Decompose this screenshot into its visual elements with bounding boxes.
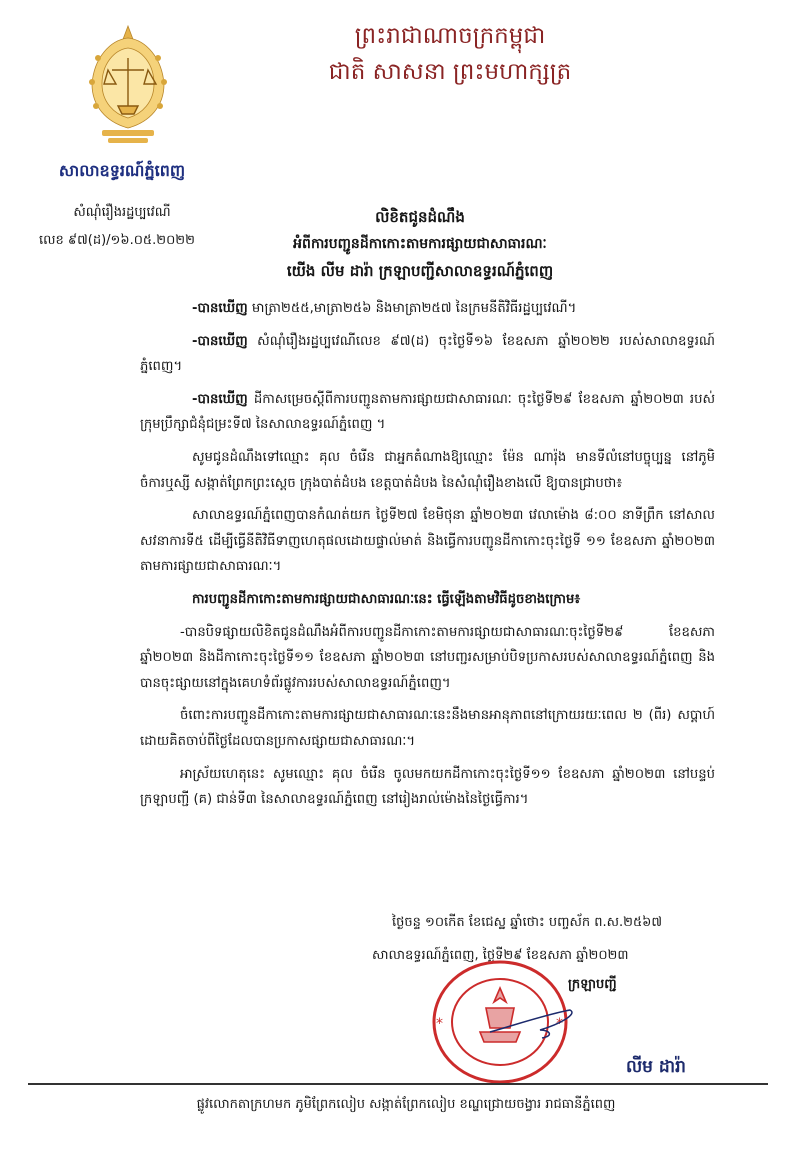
signer-name: លីម ដារ៉ា [626, 1057, 686, 1077]
svg-text:*: * [556, 1016, 563, 1032]
document-subtitle: អំពីការបញ្ជូនដីកាកោះតាមការផ្សាយជាសាធារណៈ [293, 236, 547, 252]
signer-role: ក្រឡាបញ្ជី [568, 977, 617, 992]
document-body [140, 296, 715, 820]
footer-address: ផ្លូវលោកតាក្រហមក ភូមិព្រែកលៀប សង្កាត់ព្រែកលៀប ខណ្ឌជ្រោយចង្វារ រាជធានីភ្នំពេញ [196, 1097, 616, 1112]
issuer-line: យើង លីម ដារ៉ា ក្រឡាបញ្ជីសាលាឧទ្ធរណ៍ភ្នំពេញ [286, 262, 554, 280]
paragraph-text: សំណុំរឿងរដ្ឋប្បវេណីលេខ ៩៧(ដ) ចុះថ្ងៃទី១៦ ខែឧសភា ឆ្នាំ២០២២ របស់សាលាឧទ្ធរណ៍ភ្នំពេញ។ [140, 333, 715, 375]
paragraph-notice: សូមជូនដំណឹងទៅឈ្មោះ គុល ចំរើន ជាអ្នកតំណាងឱ្យឈ្មោះ ម៉ែន ណារ៉ុង មានទីលំនៅបច្ចុប្បន្ន នៅភូមិចំការឬស្សី សង្កាត់ព្រែកព្រះស្តេច ក្រុងបាត់ដំបង ខេត្តបាត់ដំបង នៃសំណុំរឿងខាងលើ ឱ្យបានជ្រាបថា៖ [140, 449, 715, 491]
lunar-date: ថ្ងៃចន្ទ ១០កើត ខែជេស្ឋ ឆ្នាំថោះ បញ្ចស័ក ព.ស.២៥៦៧ [392, 915, 663, 930]
document-title: លិខិតជូនដំណឹង [375, 208, 465, 226]
paragraph-hearing: សាលាឧទ្ធរណ៍ភ្នំពេញបានកំណត់យក ថ្ងៃទី២៧ ខែមិថុនា ឆ្នាំ២០២៣ វេលាម៉ោង ៨:០០ នាទីព្រឹក នៅសាលសវនាការទី៥ ដើម្បីធ្វើនីតិវិធីទាញហេតុផលដោយផ្ទាល់មាត់ និងធ្វើការបញ្ជូនដីកាកោះចុះថ្ងៃទី ១១ ខែឧសភា ឆ្នាំ២០២៣ តាមការផ្សាយជាសាធារណៈ។ [140, 508, 715, 575]
kingdom-motto: ជាតិ សាសនា ព្រះមហាក្សត្រ [328, 59, 572, 85]
solar-date: សាលាឧទ្ធរណ៍ភ្នំពេញ, ថ្ងៃទី២៩ ខែឧសភា ឆ្នាំ២០២៣ [372, 948, 629, 963]
court-emblem-icon [84, 18, 172, 148]
svg-text:*: * [436, 1016, 443, 1032]
paragraph-summons: អាស្រ័យហេតុនេះ សូមឈ្មោះ គុល ចំរើន ចូលមកយកដីកាកោះចុះថ្ងៃទី១១ ខែឧសភា ឆ្នាំ២០២៣ នៅបន្ទប់ក្រឡាបញ្ជី (គ) ជាន់ទី៣ នៃសាលាឧទ្ធរណ៍ភ្នំពេញ នៅរៀងរាល់ម៉ោងនៃថ្ងៃធ្វើការ។ [140, 766, 715, 808]
seen-label: -បានឃើញ [192, 391, 248, 407]
paragraph-seen-3 [140, 387, 715, 438]
footer-divider [28, 1083, 768, 1085]
seen-label: -បានឃើញ [192, 333, 248, 349]
kingdom-name: ព្រះរាជាណាចក្រកម្ពុជា [354, 23, 546, 49]
court-name: សាលាឧទ្ធរណ៍ភ្នំពេញ [58, 161, 186, 180]
case-file-number: លេខ ៩៧(ដ)/១៦.០៥.២០២២ [39, 233, 195, 248]
paragraph-method-heading: ការបញ្ជូនដីកាកោះតាមការផ្សាយជាសាធារណៈនេះ ធ្វើឡើងតាមវិធីដូចខាងក្រោម៖ [192, 591, 581, 607]
paragraph-posting: -បានបិទផ្សាយលិខិតជូនដំណឹងអំពីការបញ្ជូនដីកាកោះតាមការផ្សាយជាសាធារណៈចុះថ្ងៃទី២៩ ខែឧសភា ឆ្នាំ២០២៣ និងដីកាកោះចុះថ្ងៃទី១១ ខែឧសភា ឆ្នាំ២០២៣ នៅបញ្ជរសម្រាប់បិទប្រកាសរបស់សាលាឧទ្ធរណ៍ភ្នំពេញ និងបានចុះផ្សាយនៅក្នុងគេហទំព័រផ្លូវការរបស់សាលាឧទ្ធរណ៍ភ្នំពេញ។ [140, 624, 715, 691]
paragraph-seen-2 [140, 329, 715, 380]
paragraph-seen-1 [140, 296, 715, 322]
kingdom-header [300, 18, 600, 90]
seen-label: -បានឃើញ [192, 301, 248, 316]
paragraph-effect: ចំពោះការបញ្ជូនដីកាកោះតាមការផ្សាយជាសាធារណៈនេះនឹងមានអានុភាពនៅក្រោយរយៈពេល ២ (ពីរ) សប្តាហ៍ ដោយគិតចាប់ពីថ្ងៃដែលបានប្រកាសផ្សាយជាសាធារណៈ។ [140, 708, 715, 749]
paragraph-text: ដីកាសម្រេចស្តីពីការបញ្ជូនតាមការផ្សាយជាសាធារណៈ ចុះថ្ងៃទី២៩ ខែឧសភា ឆ្នាំ២០២៣ របស់ក្រុមប្រឹក្សាជំនុំជម្រះទី៧ នៃសាលាឧទ្ធរណ៍ភ្នំពេញ ។ [140, 391, 715, 433]
official-seal [428, 958, 578, 1088]
paragraph-text: មាត្រា២៥៥,មាត្រា២៥៦ និងមាត្រា២៥៧ នៃក្រមនីតិវិធីរដ្ឋប្បវេណី។ [247, 301, 577, 316]
case-file-label: សំណុំរឿងរដ្ឋប្បវេណី [73, 205, 171, 220]
